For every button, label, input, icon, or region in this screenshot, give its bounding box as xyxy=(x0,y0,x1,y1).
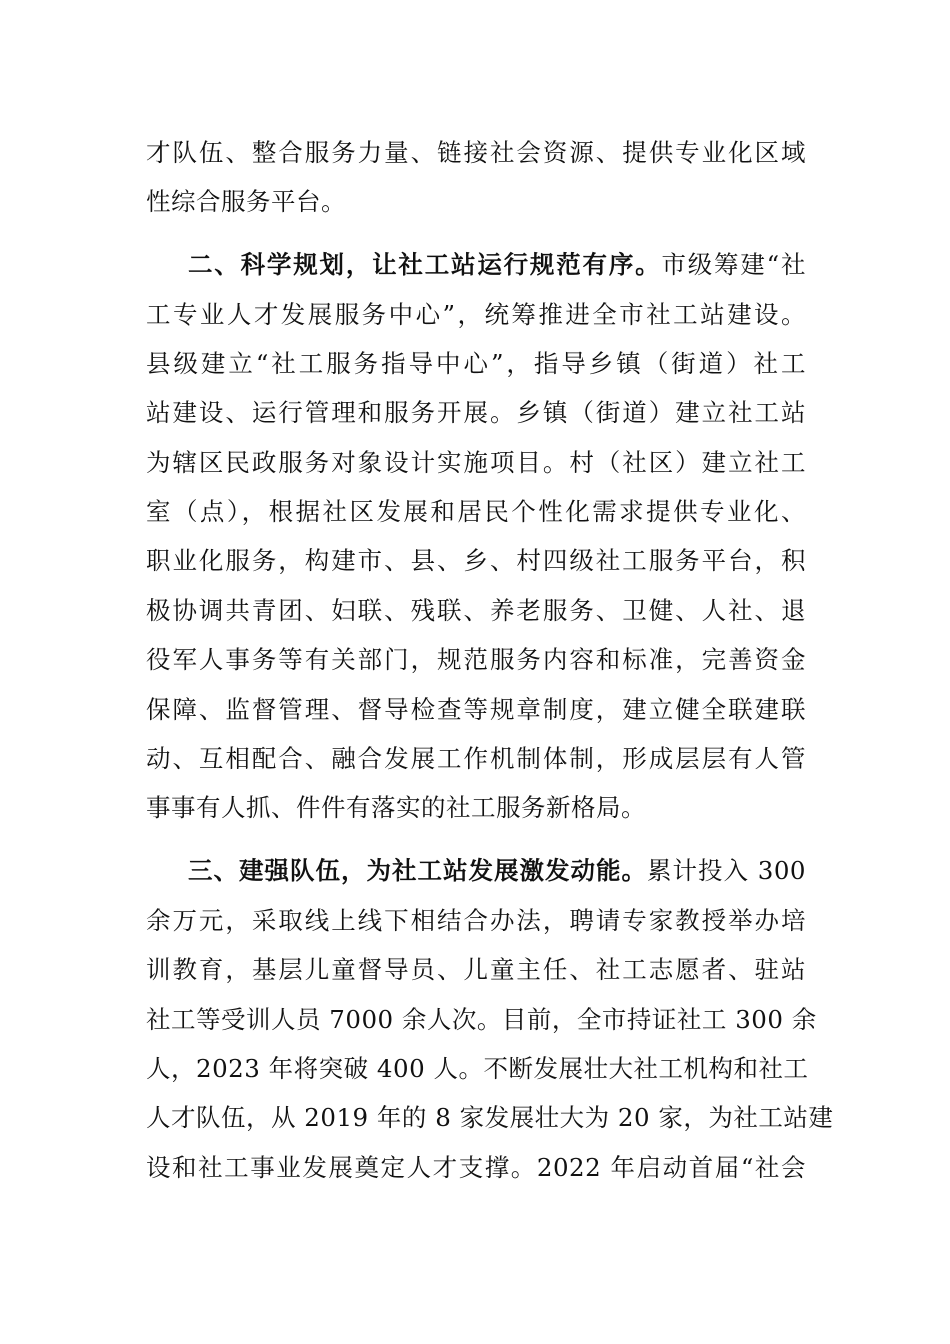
text-line: 人，2023 年将突破 400 人。不断发展壮大社工机构和社工 xyxy=(146,1054,809,1083)
section-3-first-line xyxy=(188,851,806,891)
text-line: 社工等受训人员 7000 余人次。目前，全市持证社工 300 余 xyxy=(146,1005,817,1034)
text-line: 事事有人抓、件件有落实的社工服务新格局。 xyxy=(146,793,646,822)
text-line: 余万元，采取线上线下相结合办法，聘请专家教授举办培 xyxy=(146,906,806,935)
text-span: 市级筹建“社 xyxy=(661,250,806,279)
section-heading: 二、科学规划，让社工站运行规范有序。 xyxy=(188,250,662,279)
text-line: 职业化服务，构建市、县、乡、村四级社工服务平台，积 xyxy=(146,546,806,575)
text-line: 为辖区民政服务对象设计实施项目。村（社区）建立社工 xyxy=(146,448,806,477)
text-line: 设和社工事业发展奠定人才支撑。2022 年启动首届“社会 xyxy=(146,1153,806,1182)
text-line: 动、互相配合、融合发展工作机制体制，形成层层有人管 xyxy=(146,744,806,773)
text-line: 县级建立“社工服务指导中心”，指导乡镇（街道）社工 xyxy=(146,349,806,378)
text-span: 累计投入 300 xyxy=(646,856,806,885)
text-line: 性综合服务平台。 xyxy=(146,187,346,216)
text-line: 保障、监督管理、督导检查等规章制度，建立健全联建联 xyxy=(146,695,806,724)
text-line: 训教育，基层儿童督导员、儿童主任、社工志愿者、驻站 xyxy=(146,955,806,984)
text-line: 役军人事务等有关部门，规范服务内容和标准，完善资金 xyxy=(146,645,806,674)
text-line: 人才队伍，从 2019 年的 8 家发展壮大为 20 家，为社工站建 xyxy=(146,1103,834,1132)
text-line: 站建设、运行管理和服务开展。乡镇（街道）建立社工站 xyxy=(146,398,806,427)
text-line: 室（点），根据社区发展和居民个性化需求提供专业化、 xyxy=(146,497,806,526)
text-line: 极协调共青团、妇联、残联、养老服务、卫健、人社、退 xyxy=(146,596,806,625)
section-heading: 三、建强队伍，为社工站发展激发动能。 xyxy=(188,856,647,885)
text-line: 工专业人才发展服务中心”，统筹推进全市社工站建设。 xyxy=(146,300,806,329)
section-2-first-line xyxy=(188,245,806,285)
text-line: 才队伍、整合服务力量、链接社会资源、提供专业化区域 xyxy=(146,138,806,167)
